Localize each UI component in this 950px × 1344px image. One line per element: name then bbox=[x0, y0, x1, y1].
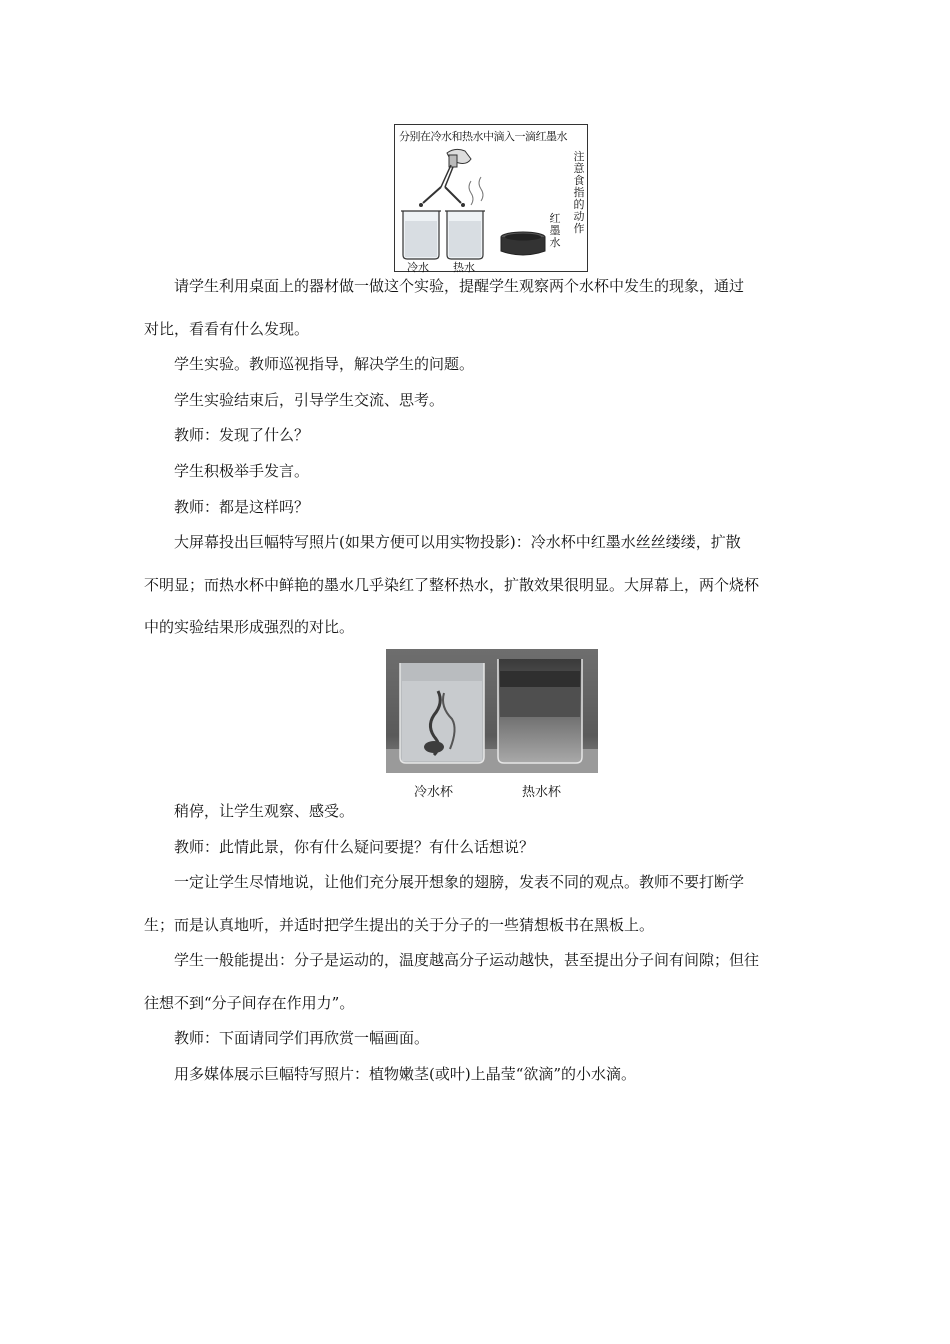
experiment-diagram bbox=[394, 124, 588, 272]
paragraph-12: 教师：下面请同学们再欣赏一幅画面。 bbox=[174, 1029, 430, 1047]
paragraph-8: 稍停，让学生观察、感受。 bbox=[174, 802, 355, 820]
paragraph-9: 教师：此情此景，你有什么疑问要提？有什么话想说？ bbox=[174, 838, 535, 856]
diagram-side-note: 注意食指的动作 bbox=[573, 150, 585, 235]
paragraph-11-line-2: 往想不到“分子间存在作用力”。 bbox=[144, 994, 355, 1012]
paragraph-2: 学生实验。教师巡视指导，解决学生的问题。 bbox=[174, 355, 475, 373]
paragraph-10-line-2: 生；而是认真地听，并适时把学生提出的关于分子的一些猜想板书在黑板上。 bbox=[144, 916, 655, 934]
photo-cold-label: 冷水杯 bbox=[414, 785, 454, 800]
paragraph-3: 学生实验结束后，引导学生交流、思考。 bbox=[174, 391, 445, 409]
beaker-photo bbox=[386, 649, 598, 773]
diagram-ink-label: 红墨水 bbox=[549, 212, 561, 249]
paragraph-4: 教师：发现了什么？ bbox=[174, 426, 310, 444]
paragraph-6: 教师：都是这样吗？ bbox=[174, 498, 310, 516]
beaker-photo-illustration bbox=[386, 649, 598, 773]
paragraph-7-line-3: 中的实验结果形成强烈的对比。 bbox=[144, 618, 355, 636]
paragraph-1-line-1: 请学生利用桌面上的器材做一做这个实验，提醒学生观察两个水杯中发生的现象，通过 bbox=[174, 277, 745, 295]
paragraph-7-line-2: 不明显；而热水杯中鲜艳的墨水几乎染红了整杯热水，扩散效果很明显。大屏幕上，两个烧杯 bbox=[144, 576, 760, 594]
paragraph-5: 学生积极举手发言。 bbox=[174, 462, 310, 480]
diagram-caption: 分别在冷水和热水中滴入一滴红墨水 bbox=[399, 130, 567, 143]
experiment-illustration bbox=[395, 125, 589, 273]
paragraph-7-line-1: 大屏幕投出巨幅特写照片(如果方便可以用实物投影)：冷水杯中红墨水丝丝缕缕，扩散 bbox=[174, 533, 741, 551]
paragraph-1-line-2: 对比，看看有什么发现。 bbox=[144, 320, 310, 338]
paragraph-10-line-1: 一定让学生尽情地说，让他们充分展开想象的翅膀，发表不同的观点。教师不要打断学 bbox=[174, 873, 745, 891]
diagram-cold-label: 冷水 bbox=[407, 261, 429, 274]
diagram-hot-label: 热水 bbox=[453, 261, 475, 274]
paragraph-13: 用多媒体展示巨幅特写照片：植物嫩茎(或叶)上晶莹“欲滴”的小水滴。 bbox=[174, 1065, 637, 1083]
photo-hot-label: 热水杯 bbox=[522, 785, 562, 800]
paragraph-11-line-1: 学生一般能提出：分子是运动的，温度越高分子运动越快，甚至提出分子间有间隙；但往 bbox=[174, 951, 760, 969]
